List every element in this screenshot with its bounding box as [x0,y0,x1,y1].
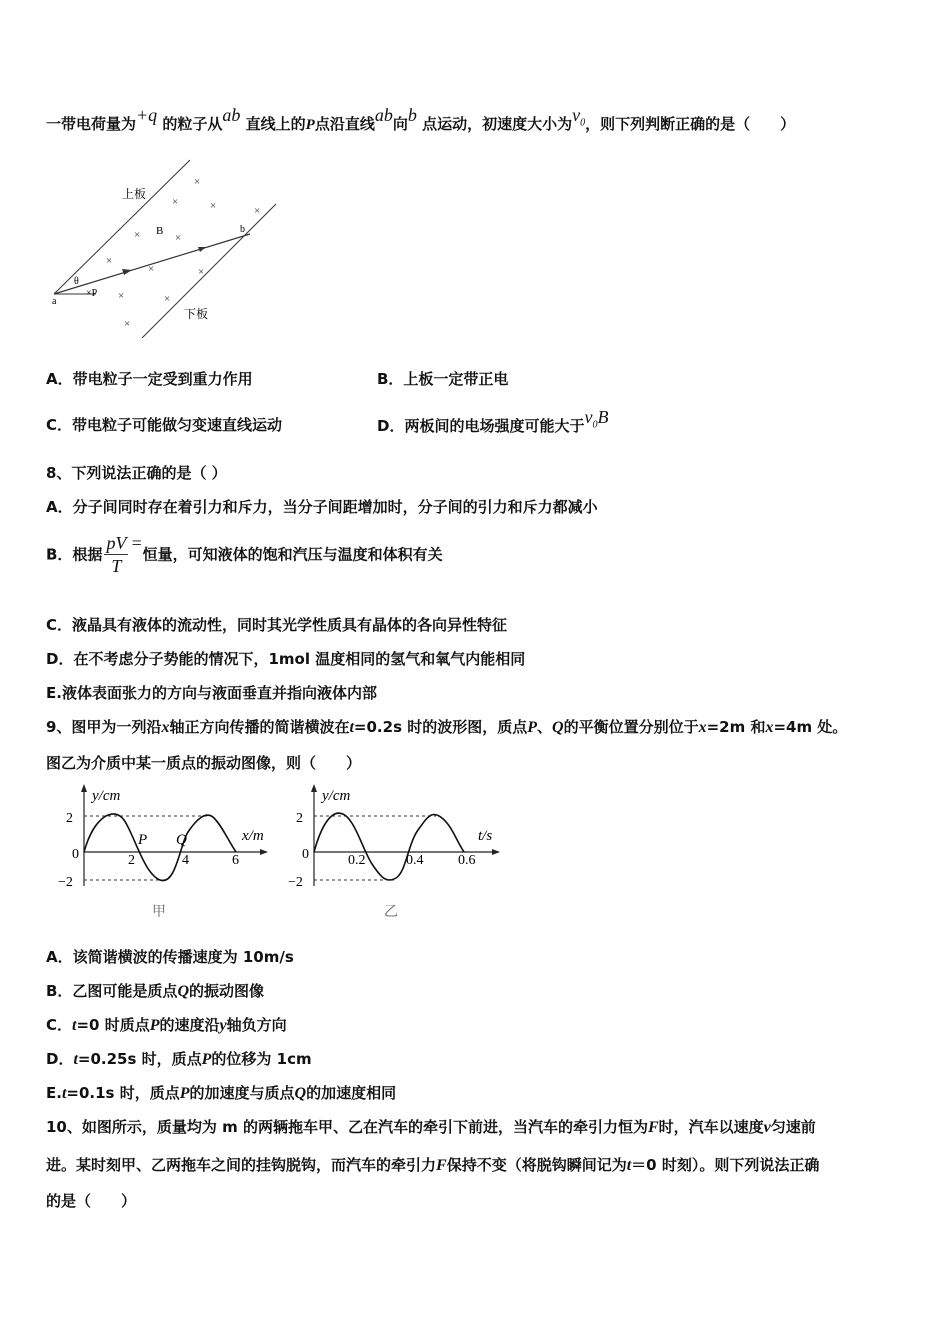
q7-stem-text: 的粒子从 [162,115,223,133]
tick-y: 2 [66,811,73,826]
q9-stem-line1: 9、图甲为一列沿x轴正方向传播的简谐横波在t=0.2s 时的波形图，质点P、Q的平衡位置分别位于x=2m 和x=4m 处。 [46,718,848,736]
q7-option-a: A．带电粒子一定受到重力作用 [46,370,253,388]
q7-stem-text: 点运动，初速度大小为 [422,115,573,133]
q10-stem-line3: 的是（ ） [46,1192,137,1210]
q7-stem-text: 点沿直线 [314,115,375,133]
q9-option-a: A．该简谐横波的传播速度为 10m/s [46,948,294,966]
q10-stem-line2: 进。某时刻甲、乙两拖车之间的挂钩脱钩，而汽车的牵引力F保持不变（将脱钩瞬间记为t＝0 时刻）。则下列说法正确 [46,1156,820,1174]
cross-icon: × [210,200,217,212]
trajectory-arrow-icon [198,247,206,252]
q9-graph-b [286,782,506,922]
cross-icon: × [254,205,261,217]
q7-v0: $v_0$ [572,105,586,129]
tick-y: 0 [302,847,309,862]
upper-plate [54,160,190,294]
tick-y: −2 [58,875,73,890]
label-a: a [52,296,57,307]
x-axis-arrow-icon [260,849,268,855]
vibration-curve [314,813,464,880]
tick-y: 0 [72,847,79,862]
q9-option-c: C．t=0 时质点P的速度沿y轴负方向 [46,1016,287,1034]
tick-x: 2 [128,853,135,868]
q8-option-b-post: 恒量，可知液体的饱和汽压与温度和体积有关 [142,545,443,564]
q7-ab: ab [222,105,241,125]
cross-icon: × [164,293,171,305]
label-b-field: B [156,225,164,237]
q9-option-d: D．t=0.25s 时，质点P的位移为 1cm [46,1050,312,1068]
q7-b: b [407,105,417,125]
q8-option-d: D．在不考虑分子势能的情况下，1mol 温度相同的氢气和氧气内能相同 [46,650,526,668]
q7-figure [46,158,286,338]
xlabel: x/m [242,828,264,844]
tick-x: 4 [182,853,189,868]
q9-option-e: E.t=0.1s 时，质点P的加速度与质点Q的加速度相同 [46,1084,397,1102]
q7-stem-text: 一带电荷量为 [46,115,137,133]
cross-icon: × [106,255,113,267]
cross-icon: × [194,176,201,188]
q7-option-d-formula: $v_0B$ [584,407,609,431]
label-theta: θ [74,276,79,287]
cross-icon: × [172,196,179,208]
graph-label: 乙 [384,905,398,920]
q7-charge: +q [136,105,158,125]
q7-stem-text: 向 [392,115,408,133]
graph-label: 甲 [152,905,166,920]
q8-option-e: E.液体表面张力的方向与液面垂直并指向液体内部 [46,684,377,702]
q8-option-b [46,532,443,577]
label-p: ×P [86,288,98,299]
q8-title: 8、下列说法正确的是（ ） [46,464,227,482]
cross-icon: × [134,229,141,241]
tick-x: 0.2 [348,853,366,868]
q7-ab: ab [374,105,393,125]
label-p: P [138,832,148,848]
velocity-arrow-icon [122,269,132,275]
cross-icon: × [148,263,155,275]
tick-x: 0.4 [406,853,424,868]
tick-x: 0.6 [458,853,476,868]
q8-option-b-pre: B．根据 [46,545,103,564]
cross-icon: × [175,232,182,244]
q7-option-d [377,407,609,445]
q7-option-b: B．上板一定带正电 [377,370,509,388]
q10-stem-line1: 10、如图所示，质量均为 m 的两辆拖车甲、乙在汽车的牵引下前进，当汽车的牵引力恒为F时，汽车以速度v匀速前 [46,1118,816,1136]
q8-option-a: A．分子间同时存在着引力和斥力，当分子间距增加时，分子间的引力和斥力都减小 [46,498,598,516]
q7-stem-text: ，则下列判断正确的是（ ） [585,115,796,133]
cross-icon: × [118,290,125,302]
tick-x: 6 [232,853,239,868]
q7-stem [46,105,796,143]
y-axis-arrow-icon [311,784,317,792]
x-axis-arrow-icon [492,849,500,855]
q8-option-c: C．液晶具有液体的流动性，同时其光学性质具有晶体的各向异性特征 [46,616,508,634]
q7-option-c: C．带电粒子可能做匀变速直线运动 [46,416,283,434]
label-lower-plate: 下板 [184,307,209,321]
xlabel: t/s [478,828,493,844]
tick-y: −2 [288,875,303,890]
q9-option-b: B．乙图可能是质点Q的振动图像 [46,982,265,1000]
label-upper-plate: 上板 [122,187,147,201]
q9-stem-line2: 图乙为介质中某一质点的振动图像，则（ ） [46,754,362,772]
q7-option-d-text: D．两板间的电场强度可能大于 [377,417,585,435]
q9-graph-a [56,782,276,922]
q7-p: P [305,117,315,133]
q7-stem-text: 直线上的 [245,115,306,133]
label-q: Q [176,832,187,848]
ylabel: y/cm [322,788,351,804]
cross-icon: × [124,318,131,330]
label-b: b [240,224,245,235]
wave-curve [84,814,236,881]
q8-fraction: $\frac{pV}{T}$ [106,533,127,576]
cross-icon: × [198,266,205,278]
y-axis-arrow-icon [81,784,87,792]
tick-y: 2 [296,811,303,826]
ylabel: y/cm [92,788,121,804]
q8-equals: = [130,532,143,553]
